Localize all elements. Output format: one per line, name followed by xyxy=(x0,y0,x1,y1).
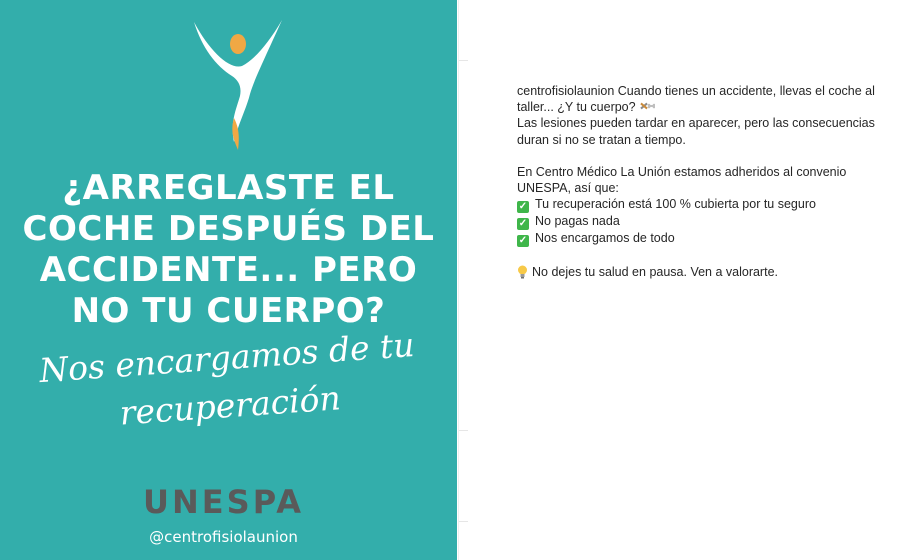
headline-line: NO TU CUERPO? xyxy=(71,291,386,331)
caption-text: Cuando tienes un accidente, llevas el coche al xyxy=(617,84,875,98)
caption-text: UNESPA, así que: xyxy=(517,181,619,196)
bullet-text: Nos encargamos de todo xyxy=(535,231,675,246)
divider xyxy=(459,60,468,61)
caption-text: taller... ¿Y tu cuerpo? xyxy=(517,100,636,115)
check-mark-icon: ✓ xyxy=(518,201,528,213)
divider xyxy=(459,521,468,522)
headline xyxy=(0,168,457,332)
tools-bone-icon xyxy=(639,100,655,112)
caption-spacer xyxy=(517,148,887,164)
light-bulb-icon xyxy=(517,265,528,279)
headline-line: ACCIDENTE... PERO xyxy=(39,250,418,290)
headline-line: ¿ARREGLASTE EL xyxy=(62,168,395,208)
bullet-item xyxy=(517,230,887,247)
check-mark-icon: ✓ xyxy=(518,235,528,247)
bullet-item xyxy=(517,213,887,230)
divider xyxy=(459,430,468,431)
caption-spacer xyxy=(517,247,887,263)
unespa-logo: UNESPA xyxy=(143,483,304,521)
script-line: Nos encargamos de tu xyxy=(37,324,416,391)
bullet-text: No pagas nada xyxy=(535,214,620,229)
headline-line: COCHE DESPUÉS DEL xyxy=(22,209,435,249)
caption-text: En Centro Médico La Unión estamos adheridos al convenio xyxy=(517,165,847,179)
check-mark-icon: ✓ xyxy=(518,218,528,230)
caption-text: duran si no se tratan a tiempo. xyxy=(517,132,686,147)
script-tagline xyxy=(0,318,457,446)
divider xyxy=(458,0,459,560)
script-line: recuperación xyxy=(118,378,342,433)
bullet-item xyxy=(517,196,887,213)
caption-text: No dejes tu salud en pausa. Ven a valorarte. xyxy=(532,264,778,279)
caption-text: Las lesiones pueden tardar en aparecer, pero las consecuencias xyxy=(517,116,875,131)
caption-username[interactable]: centrofisiolaunion xyxy=(517,84,615,98)
post-caption xyxy=(517,83,887,280)
person-figure-logo xyxy=(186,14,286,154)
bullet-text: Tu recuperación está 100 % cubierta por tu seguro xyxy=(535,197,816,212)
account-handle: @centrofisiolaunion xyxy=(149,528,298,546)
